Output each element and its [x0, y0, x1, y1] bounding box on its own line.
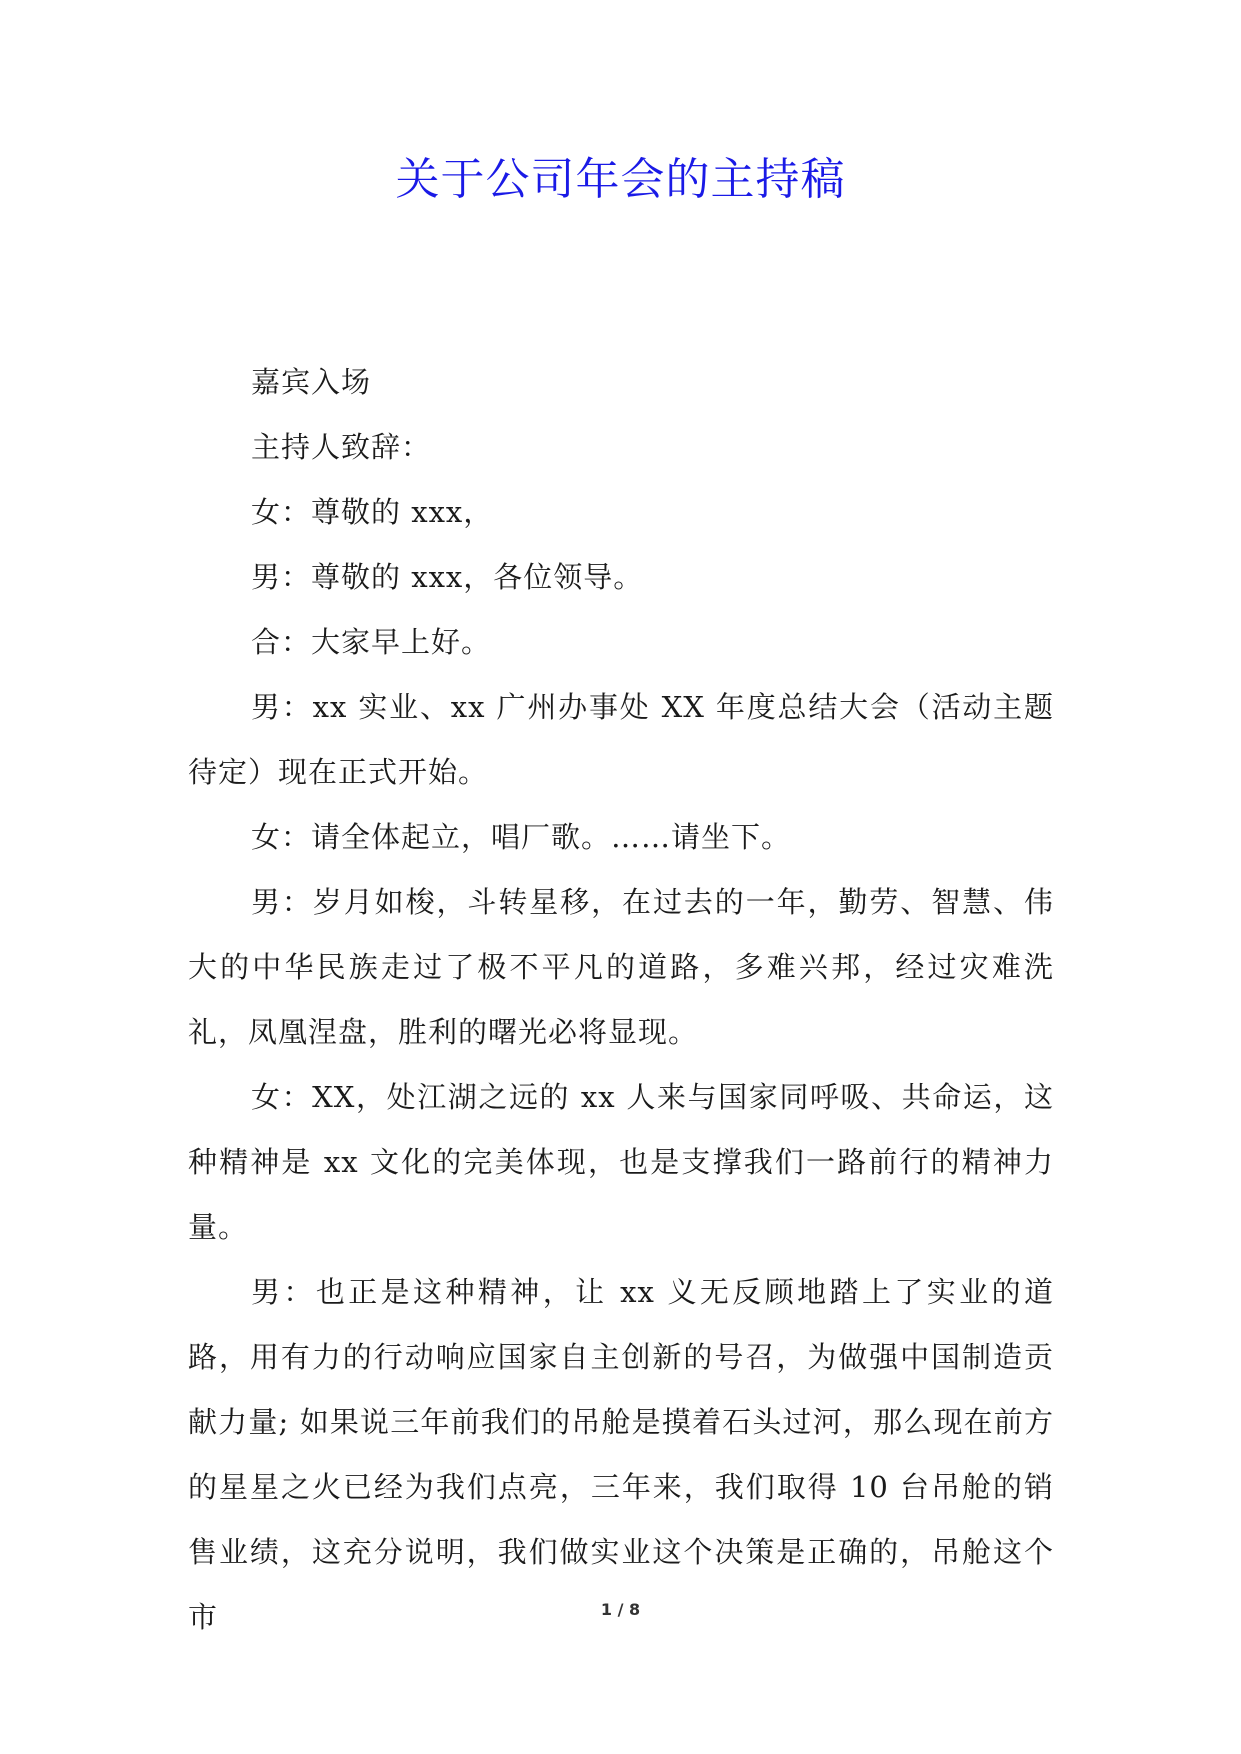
paragraph: 嘉宾入场	[251, 365, 372, 399]
paragraph: 男：也正是这种精神，让 xx 义无反顾地踏上了实业的道路，用有力的行动响应国家自主创新的号召，为做强中国制造贡献力量; 如果说三年前我们的吊舱是摸着石头过河，那么现在前方的星星之火已经为我们点亮，三年来，我们取得 10 台吊舱的销售业绩，这充分说明，我们做实业这个决策是正确的，吊舱这个市	[188, 1275, 1054, 1634]
paragraph: 主持人致辞：	[251, 430, 432, 464]
paragraph: 女：请全体起立，唱厂歌。……请坐下。	[251, 820, 792, 854]
paragraph: 男：xx 实业、xx 广州办事处 XX 年度总结大会（活动主题待定）现在正式开始。	[188, 690, 1054, 789]
paragraph: 男：尊敬的 xxx，各位领导。	[251, 560, 644, 594]
page-number: 1 / 8	[600, 1600, 641, 1619]
document-body	[188, 350, 1054, 1650]
paragraph: 合：大家早上好。	[251, 625, 492, 659]
paragraph: 男：岁月如梭，斗转星移，在过去的一年，勤劳、智慧、伟大的中华民族走过了极不平凡的道路，多难兴邦，经过灾难洗礼，凤凰涅盘，胜利的曙光必将显现。	[188, 885, 1054, 1049]
document-title: 关于公司年会的主持稿	[395, 154, 846, 205]
paragraph: 女：尊敬的 xxx，	[251, 495, 494, 529]
paragraph: 女：XX，处江湖之远的 xx 人来与国家同呼吸、共命运，这种精神是 xx 文化的完美体现，也是支撑我们一路前行的精神力量。	[188, 1080, 1054, 1244]
